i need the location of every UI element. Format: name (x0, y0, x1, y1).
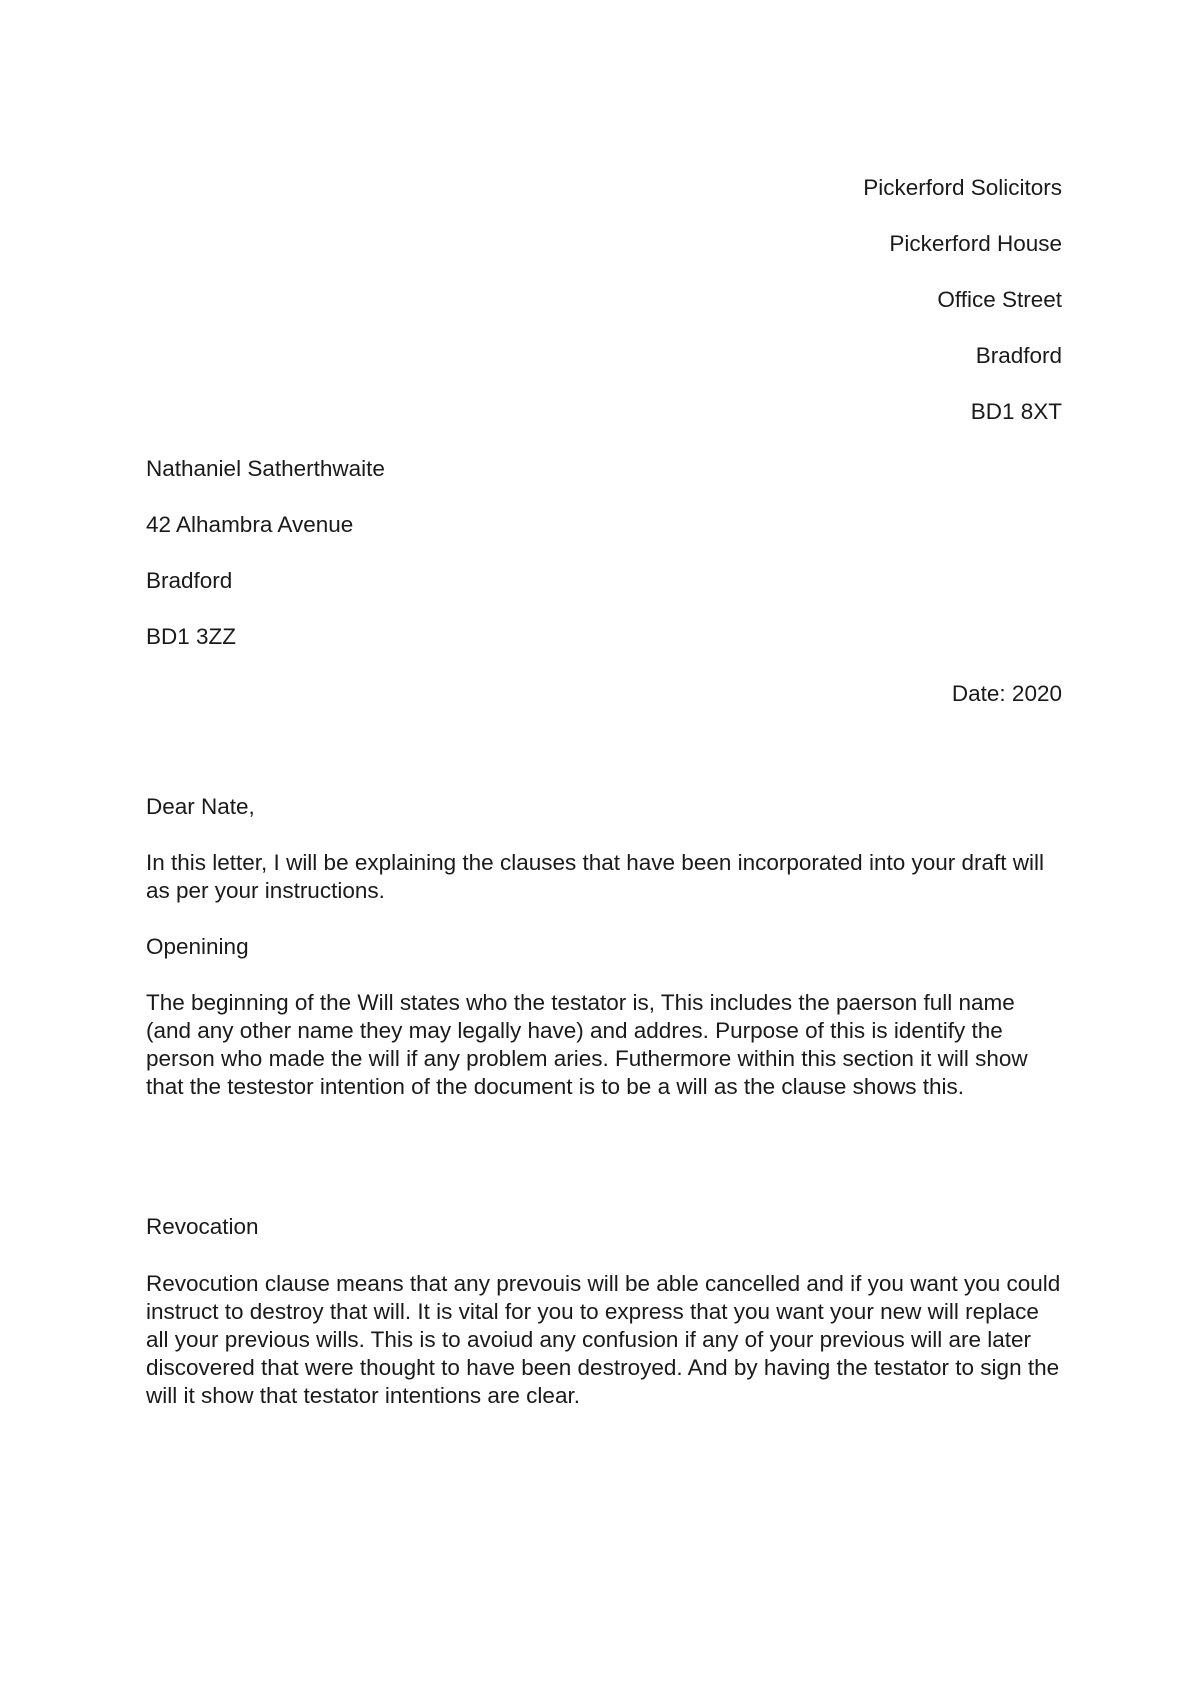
section-paragraph-revocation: Revocution clause means that any prevouis will be able cancelled and if you want you could instruct to destroy that will. It is vital for you to express that you want your new will replace all your previous wills. This is to avoiud any confusion if any of your previous will are later discovered that were thought to have been destroyed. And by having the testator to sign the will it show that testator intentions are clear. (146, 1271, 1061, 1408)
recipient-postcode: BD1 3ZZ (146, 624, 237, 649)
recipient-address (146, 455, 385, 679)
sender-address (863, 174, 1062, 454)
recipient-street: 42 Alhambra Avenue (146, 512, 354, 537)
letter-date: Date: 2020 (951, 681, 1062, 706)
sender-postcode: BD1 8XT (970, 399, 1062, 424)
sender-building: Pickerford House (889, 231, 1062, 256)
salutation: Dear Nate, (146, 794, 255, 819)
intro-paragraph: In this letter, I will be explaining the clauses that have been incorporated into your draft will as per your instructions. (146, 850, 1045, 903)
sender-city: Bradford (975, 343, 1062, 368)
recipient-name: Nathaniel Satherthwaite (146, 456, 385, 481)
section-paragraph-opening: The beginning of the Will states who the testator is, This includes the paerson full name (and any other name they may legally have) and addres. Purpose of this is identify the person who made the will if any problem aries. Futhermore within this section it will show that the testestor intention of the document is to be a will as the clause shows this. (146, 990, 1028, 1099)
recipient-city: Bradford (146, 568, 233, 593)
section-heading-opening: Openining (146, 934, 249, 959)
section-heading-revocation: Revocation (146, 1214, 259, 1239)
sender-street: Office Street (937, 287, 1062, 312)
sender-name: Pickerford Solicitors (863, 175, 1062, 200)
